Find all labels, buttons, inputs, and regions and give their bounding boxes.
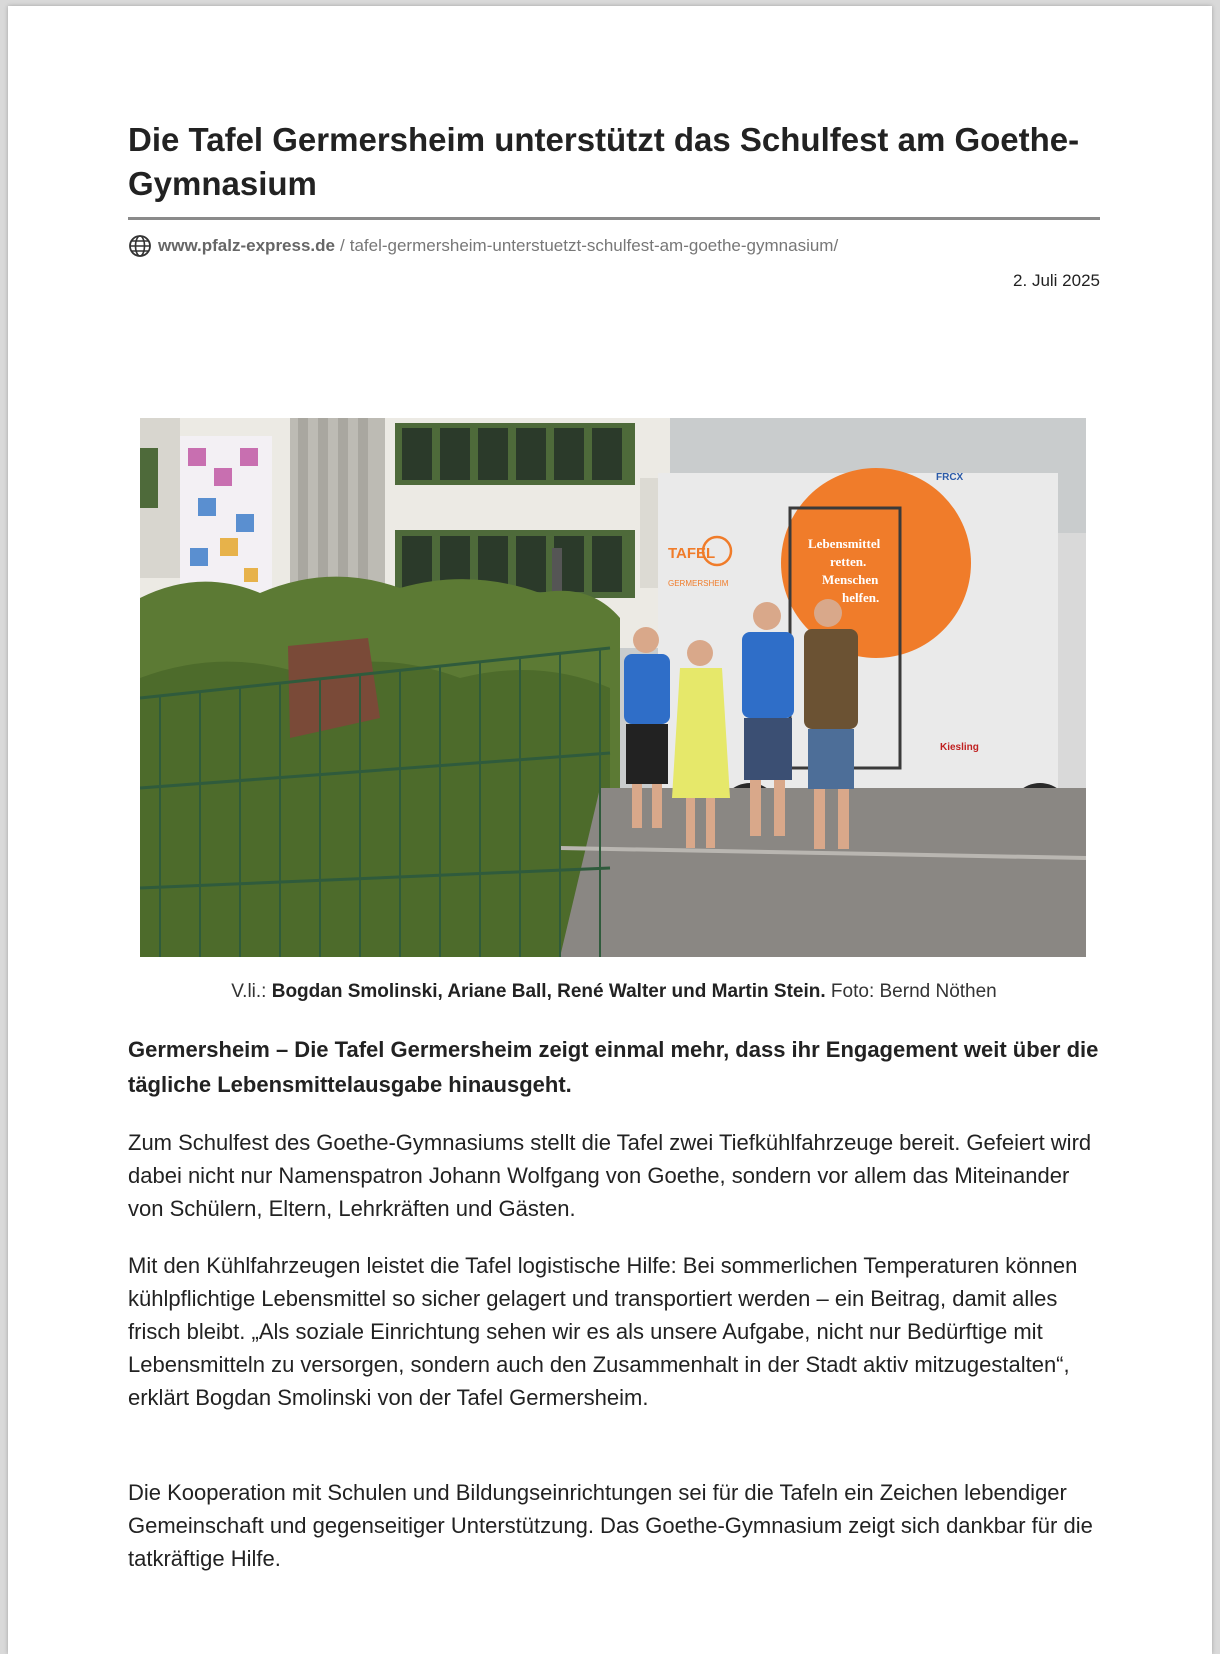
body-paragraph-3: Die Kooperation mit Schulen und Bildungseinrichtungen sei für die Tafeln ein Zeichen lebendiger Gemeinschaft und gegenseitiger Unterstützung. Das Goethe-Gymnasium zeigt sich dankbar für die tatkräftige Hilfe. bbox=[128, 1480, 1093, 1571]
truck-slogan-4: helfen. bbox=[842, 590, 880, 605]
title-divider bbox=[128, 217, 1100, 220]
truck-slogan-2: retten. bbox=[830, 554, 867, 569]
source-domain[interactable]: www.pfalz-express.de bbox=[158, 236, 335, 255]
body-paragraph-1: Zum Schulfest des Goethe-Gymnasiums stellt die Tafel zwei Tiefkühlfahrzeuge bereit. Gefeiert wird dabei nicht nur Namenspatron Johann Wolfgang von Goethe, sondern vor allem das Miteinander von Schülern, Eltern, Lehrkräften und Gästen. bbox=[128, 1130, 1092, 1221]
truck-sub: GERMERSHEIM bbox=[668, 579, 729, 588]
truck-slogan-3: Menschen bbox=[822, 572, 879, 587]
document-page bbox=[8, 6, 1212, 1654]
lead-paragraph: Germersheim – Die Tafel Germersheim zeigt einmal mehr, dass ihr Engagement weit über die tägliche Lebensmittelausgabe hinausgeht. bbox=[128, 1037, 1099, 1097]
caption-credit: Foto: Bernd Nöthen bbox=[830, 981, 997, 1002]
globe-icon bbox=[128, 234, 152, 258]
article-title: Die Tafel Germersheim unterstützt das Schulfest am Goethe-Gymnasium bbox=[128, 121, 1080, 202]
truck-slogan-1: Lebensmittel bbox=[808, 536, 881, 551]
source-url[interactable] bbox=[128, 233, 838, 259]
publish-date: 2. Juli 2025 bbox=[1013, 271, 1100, 290]
truck-badge: FRCX bbox=[936, 472, 964, 483]
body-paragraph-2: Mit den Kühlfahrzeugen leistet die Tafel logistische Hilfe: Bei sommerlichen Temperaturen können kühlpflichtige Lebensmittel so sicher gelagert und transportiert werden – ein Beitrag, damit alles frisch bleibt. „Als soziale Einrichtung sehen wir es als unsere Aufgabe, nicht nur Bedürftige mit Lebensmitteln zu versorgen, sondern auch den Zusammenhalt in der Stadt aktiv mitzugestalten“, erklärt Bogdan Smolinski von der Tafel Germersheim. bbox=[128, 1253, 1078, 1410]
truck-maker: Kiesling bbox=[940, 742, 979, 753]
photo-caption bbox=[128, 981, 1100, 1003]
caption-prefix: V.li.: bbox=[231, 981, 267, 1002]
caption-names: Bogdan Smolinski, Ariane Ball, René Walter und Martin Stein. bbox=[271, 981, 826, 1002]
article-photo bbox=[140, 418, 1086, 957]
source-separator: / bbox=[339, 236, 345, 255]
truck-brand: TAFEL bbox=[668, 545, 716, 562]
source-path[interactable]: tafel-germersheim-unterstuetzt-schulfest-am-goethe-gymnasium/ bbox=[349, 236, 839, 255]
